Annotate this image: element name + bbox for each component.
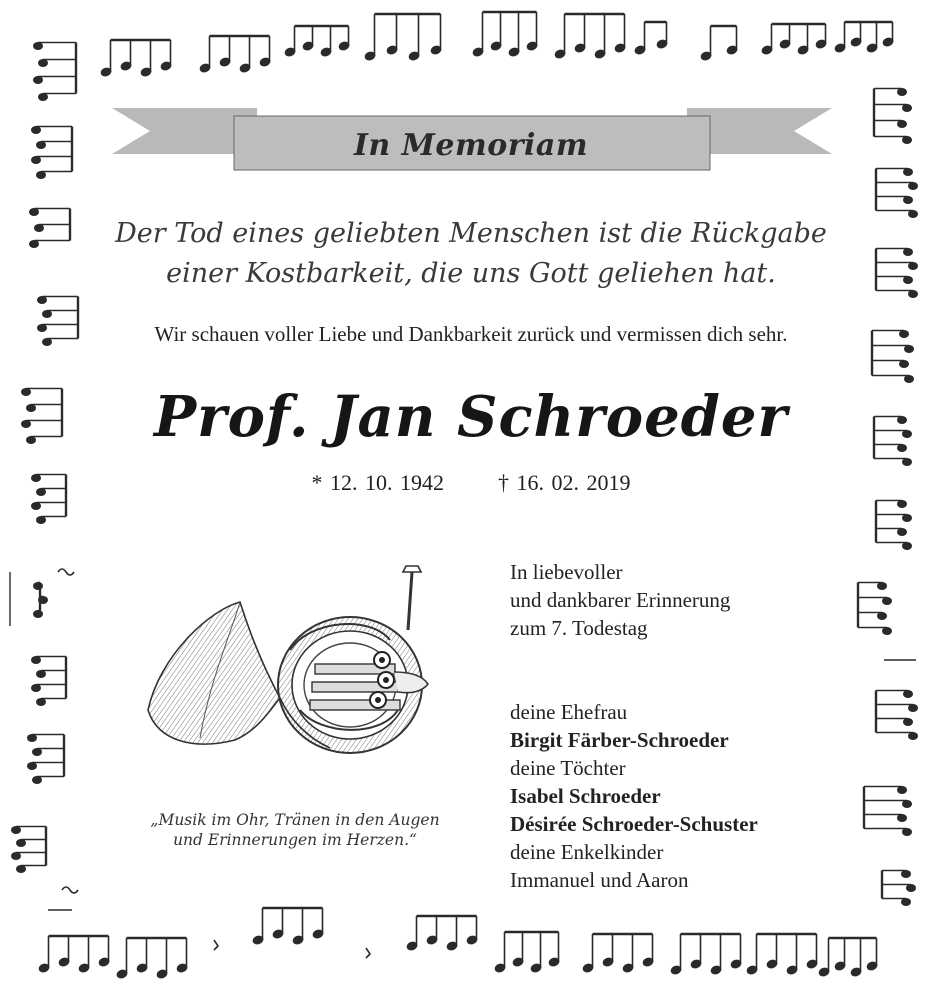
- memory-line: In liebevoller: [510, 560, 623, 584]
- memory-line: zum 7. Todestag: [510, 616, 648, 640]
- saying: [110, 810, 480, 850]
- memory-note: [510, 558, 840, 642]
- banner-title: In Memoriam: [353, 128, 589, 163]
- birth-date: * 12. 10. 1942: [311, 470, 444, 495]
- grandchildren-names: Immanuel und Aaron: [510, 868, 689, 892]
- quote-line: Der Tod eines geliebten Menschen ist die Rückgabe: [115, 218, 827, 249]
- saying-line: und Erinnerungen im Herzen.“: [173, 831, 417, 849]
- family-list: [510, 698, 840, 894]
- deceased-name: Prof. Jan Schroeder: [153, 384, 789, 450]
- memory-line: und dankbarer Erinnerung: [510, 588, 731, 612]
- quote-line: einer Kostbarkeit, die uns Gott geliehen hat.: [166, 258, 776, 289]
- spouse-name: Birgit Färber-Schroeder: [510, 728, 729, 752]
- daughters-label: deine Töchter: [510, 756, 626, 780]
- quote: [100, 214, 842, 294]
- daughter-name: Isabel Schroeder: [510, 784, 661, 808]
- grandchildren-label: deine Enkelkinder: [510, 840, 664, 864]
- death-date: † 16. 02. 2019: [498, 470, 631, 495]
- daughter-name: Désirée Schroeder-Schuster: [510, 812, 758, 836]
- french-horn-icon: [140, 560, 470, 775]
- life-dates: [60, 470, 882, 496]
- intro-text: Wir schauen voller Liebe und Dankbarkeit zurück und vermissen dich sehr.: [154, 322, 788, 346]
- spouse-label: deine Ehefrau: [510, 700, 628, 724]
- saying-line: „Musik im Ohr, Tränen in den Augen: [150, 811, 440, 829]
